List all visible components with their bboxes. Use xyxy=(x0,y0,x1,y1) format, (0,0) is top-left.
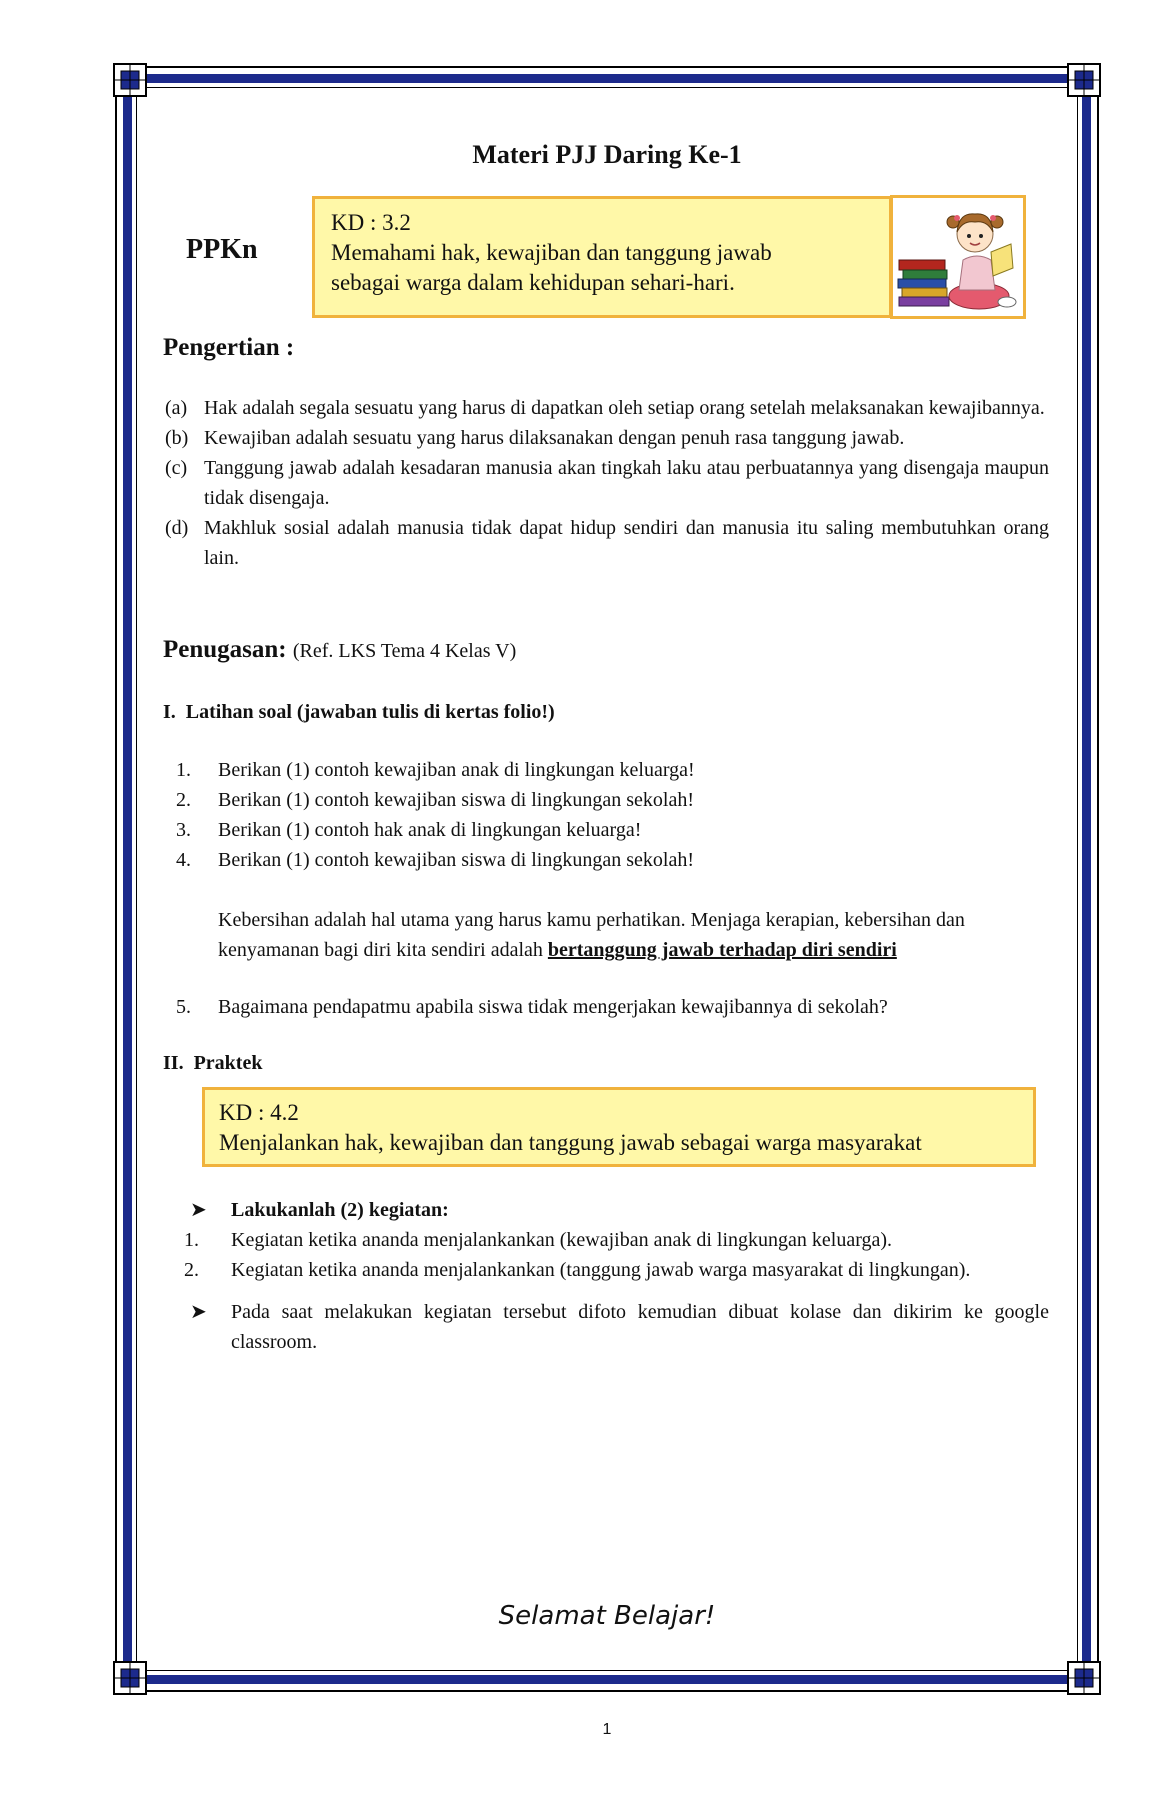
list-item-text: Hak adalah segala sesuatu yang harus di dapatkan oleh setiap orang setelah melaksanakan kewajibannya. xyxy=(204,397,1045,419)
subject-label: PPKn xyxy=(186,234,258,265)
cleanliness-paragraph xyxy=(218,905,1048,965)
activity-number: 2. xyxy=(184,1259,199,1281)
border-corner-ornament xyxy=(1066,1660,1102,1696)
activity-list xyxy=(184,1195,1049,1357)
kd-label: KD : 4.2 xyxy=(219,1100,299,1125)
activity-number: 1. xyxy=(184,1229,199,1251)
question-number: 1. xyxy=(176,759,191,781)
kd-box-3-2 xyxy=(312,196,892,318)
question-text: Berikan (1) contoh kewajiban siswa di lingkungan sekolah! xyxy=(218,849,694,871)
list-item-text: Kewajiban adalah sesuatu yang harus dilaksanakan dengan penuh rasa tanggung jawab. xyxy=(204,427,905,449)
question-number: 5. xyxy=(176,996,191,1018)
list-item xyxy=(165,423,1049,453)
girl-reading-icon xyxy=(893,198,1023,316)
question-text: Bagaimana pendapatmu apabila siswa tidak mengerjakan kewajibannya di sekolah? xyxy=(218,996,888,1018)
question-item xyxy=(172,815,1052,845)
question-text: Berikan (1) contoh kewajiban siswa di lingkungan sekolah! xyxy=(218,789,694,811)
penugasan-reference: (Ref. LKS Tema 4 Kelas V) xyxy=(292,640,517,662)
list-item xyxy=(165,513,1049,573)
penugasan-heading: Penugasan: xyxy=(163,636,287,663)
question-item xyxy=(172,755,1052,785)
question-item xyxy=(172,785,1052,815)
question-item xyxy=(172,992,1052,1022)
subsection-heading-latihan: I. Latihan soal (jawaban tulis di kertas folio!) xyxy=(163,701,555,723)
activity-item xyxy=(184,1225,1049,1255)
kd-text-line: Memahami hak, kewajiban dan tanggung jawab xyxy=(331,240,772,265)
list-item-label: (a) xyxy=(165,397,188,419)
question-number: 4. xyxy=(176,849,191,871)
kd-text-line: Menjalankan hak, kewajiban dan tanggung jawab sebagai warga masyarakat xyxy=(219,1130,922,1155)
question-text: Berikan (1) contoh hak anak di lingkungan keluarga! xyxy=(218,819,642,841)
border-corner-ornament xyxy=(112,62,148,98)
activity-note xyxy=(190,1297,1049,1357)
kd-label: KD : 3.2 xyxy=(331,210,411,235)
question-list xyxy=(172,992,1052,1022)
arrow-bullet-icon: ➤ xyxy=(190,1301,207,1323)
section-heading-penugasan xyxy=(163,636,516,664)
girl-reading-illustration xyxy=(890,195,1026,319)
list-item-label: (b) xyxy=(165,427,189,449)
activity-note-text: Pada saat melakukan kegiatan tersebut difoto kemudian dibuat kolase dan dikirim ke google classroom. xyxy=(231,1301,1049,1353)
kd-box-4-2 xyxy=(202,1087,1036,1167)
page-number: 1 xyxy=(602,1721,612,1738)
kd-text-line: sebagai warga dalam kehidupan sehari-hari. xyxy=(331,270,735,295)
question-number: 3. xyxy=(176,819,191,841)
list-item-text: Tanggung jawab adalah kesadaran manusia akan tingkah laku atau perbuatannya yang disengaja maupun tidak disengaja. xyxy=(204,457,1049,509)
border-corner-ornament xyxy=(112,1660,148,1696)
arrow-bullet-icon: ➤ xyxy=(190,1199,207,1221)
activity-lead-text: Lakukanlah (2) kegiatan: xyxy=(231,1199,449,1221)
activity-text: Kegiatan ketika ananda menjalankankan (tanggung jawab warga masyarakat di lingkungan). xyxy=(231,1259,971,1281)
list-item xyxy=(165,393,1049,423)
list-item-text: Makhluk sosial adalah manusia tidak dapat hidup sendiri dan manusia itu saling membutuhkan orang lain. xyxy=(204,517,1049,569)
list-item xyxy=(165,453,1049,513)
closing-message: Selamat Belajar! xyxy=(498,1601,716,1631)
activity-text: Kegiatan ketika ananda menjalankankan (kewajiban anak di lingkungan keluarga). xyxy=(231,1229,893,1251)
page-title: Materi PJJ Daring Ke-1 xyxy=(472,140,742,169)
question-item xyxy=(172,845,1052,875)
page-border-inner xyxy=(136,87,1078,1671)
question-text: Berikan (1) contoh kewajiban anak di lingkungan keluarga! xyxy=(218,759,695,781)
paragraph-text: Kebersihan adalah hal utama yang harus kamu perhatikan. Menjaga kerapian, kebersihan dan kenyamanan bagi diri kita sendiri adalah xyxy=(218,909,965,961)
activity-item xyxy=(184,1255,1049,1285)
list-item-label: (d) xyxy=(165,517,189,539)
question-list xyxy=(172,755,1052,875)
list-item-label: (c) xyxy=(165,457,188,479)
section-heading-pengertian: Pengertian : xyxy=(163,334,295,361)
paragraph-emphasis: bertanggung jawab terhadap diri sendiri xyxy=(547,939,897,961)
definition-list xyxy=(165,393,1049,573)
border-corner-ornament xyxy=(1066,62,1102,98)
activity-lead xyxy=(190,1195,1049,1225)
subsection-heading-praktek: II. Praktek xyxy=(163,1052,263,1074)
question-number: 2. xyxy=(176,789,191,811)
